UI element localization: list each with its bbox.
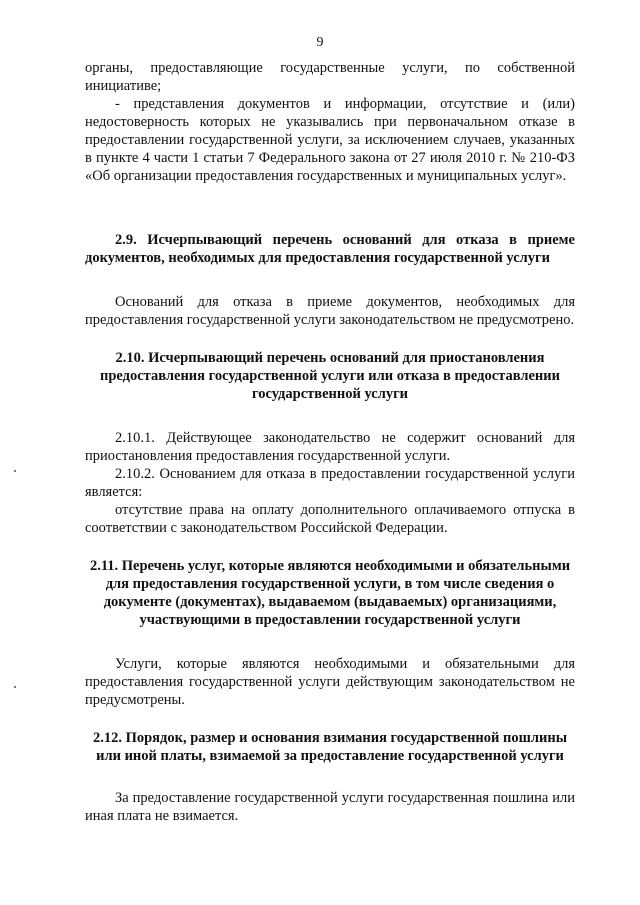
page-number: 9	[316, 35, 324, 50]
scan-mark	[14, 686, 16, 688]
section-2-12-heading: 2.12. Порядок, размер и основания взимания государственной пошлины или иной платы, взимаемой за предоставление государственной услуги	[92, 730, 568, 764]
intro-bullet: - представления документов и информации, отсутствие и (или) недостоверность которых не указывались при первоначальном отказе в предоставлении государственной услуги, за исключением случаев, указанных в пункте 4 части 1 статьи 7 Федерального закона от 27 июля 2010 г. № 210-ФЗ «Об организации предоставления государственных и муниципальных услуг».	[85, 96, 575, 184]
section-2-11-heading: 2.11. Перечень услуг, которые являются необходимыми и обязательными для предоставления государственной услуги, в том числе сведения о документе (документах), выдаваемом (выдаваемых) организациями, участвующими в предоставлении государственной услуги	[89, 558, 571, 628]
section-2-9-heading: 2.9. Исчерпывающий перечень оснований для отказа в приеме документов, необходимых для предоставления государственной услуги	[85, 232, 575, 266]
scan-mark	[14, 470, 16, 472]
section-2-10-2: 2.10.2. Основанием для отказа в предоставлении государственной услуги является:	[85, 466, 575, 500]
section-2-10-2-item: отсутствие права на оплату дополнительного оплачиваемого отпуска в соответствии с законодательством Российской Федерации.	[85, 502, 575, 536]
section-2-9-body: Оснований для отказа в приеме документов, необходимых для предоставления государственной услуги законодательством не предусмотрено.	[85, 294, 575, 328]
document-body	[85, 59, 575, 825]
section-2-10-heading: 2.10. Исчерпывающий перечень оснований для приостановления предоставления государственной услуги или отказа в предоставлении государственной услуги	[100, 350, 560, 402]
section-2-12-body: За предоставление государственной услуги государственная пошлина или иная плата не взимается.	[85, 790, 575, 824]
intro-paragraph: органы, предоставляющие государственные услуги, по собственной инициативе;	[85, 60, 575, 94]
section-2-10-1: 2.10.1. Действующее законодательство не содержит оснований для приостановления предоставления государственной услуги.	[85, 430, 575, 464]
section-2-11-body: Услуги, которые являются необходимыми и обязательными для предоставления государственной услуги действующим законодательством не предусмотрены.	[85, 656, 575, 708]
